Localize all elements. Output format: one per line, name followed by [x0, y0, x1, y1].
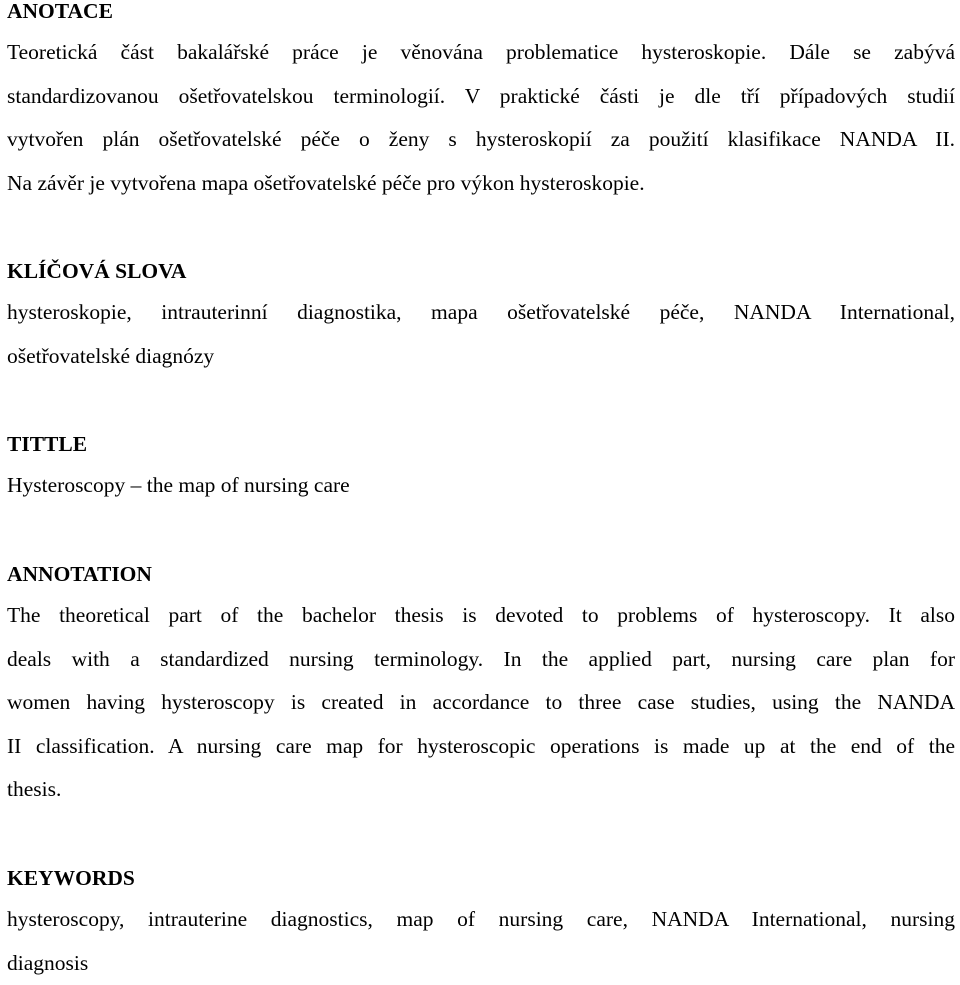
text-line: vytvořen plán ošetřovatelské péče o ženy s hysteroskopií za použití klasifikace NANDA II.	[7, 127, 955, 152]
title-text: Hysteroscopy – the map of nursing care	[7, 473, 350, 497]
heading-anotace: ANOTACE	[7, 0, 113, 23]
text-line: The theoretical part of the bachelor thesis is devoted to problems of hysteroscopy. It also	[7, 603, 955, 627]
text-line: women having hysteroscopy is created in accordance to three case studies, using the NANDA	[7, 690, 955, 715]
text-line: hysteroscopy, intrauterine diagnostics, map of nursing care, NANDA International, nursing	[7, 907, 955, 931]
paragraph-annotation	[7, 594, 955, 812]
paragraph-klicova-slova	[7, 291, 955, 378]
text-line: Teoretická část bakalářské práce je věnována problematice hysteroskopie. Dále se zabývá	[7, 40, 955, 64]
text-line: hysteroskopie, intrauterinní diagnostika, mapa ošetřovatelské péče, NANDA International,	[7, 300, 955, 324]
heading-tittle: TITTLE	[7, 432, 88, 456]
paragraph-keywords	[7, 898, 955, 985]
text-line: thesis.	[7, 777, 62, 802]
text-line: II classification. A nursing care map for hysteroscopic operations is made up at the end of the	[7, 733, 955, 758]
heading-klicova-slova: KLÍČOVÁ SLOVA	[7, 259, 187, 283]
paragraph-anotace	[7, 31, 955, 205]
text-line: deals with a standardized nursing terminology. In the applied part, nursing care plan for	[7, 646, 955, 671]
paragraph-tittle	[7, 464, 955, 508]
heading-annotation: ANNOTATION	[7, 562, 152, 586]
text-line: ošetřovatelské diagnózy	[7, 343, 215, 368]
heading-keywords: KEYWORDS	[7, 866, 135, 890]
text-line: standardizovanou ošetřovatelskou terminologií. V praktické části je dle tří případových studií	[7, 83, 955, 108]
text-line: Na závěr je vytvořena mapa ošetřovatelské péče pro výkon hysteroskopie.	[7, 170, 645, 195]
text-line: diagnosis	[7, 950, 89, 975]
